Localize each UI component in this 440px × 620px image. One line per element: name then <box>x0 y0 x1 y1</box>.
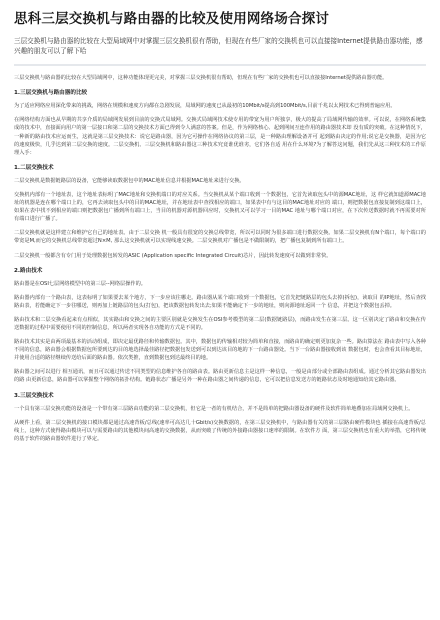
paragraph: 二层交换机是数据链路层的设备，它能够读取数据包中的MAC地址信息并根据MAC地址来进行交换。 <box>14 177 245 184</box>
intro-summary: 三层交换机与路由器的比较在大型局域网中对掌握三层交换机很有帮助，但现在有些厂家的交换机也可以直接接Internet提供路由器功能，感兴趣的朋友可以了解下哈 <box>14 37 423 55</box>
paragraph: 从硬件上看，第二层交换机的接口模块都是通过高速背板/总线(速率可高达几十Gbit/s)交换数据的，在第三层交换机中，与路由器有关的第三层路由硬件模块也 插接在高速背板/总线上，这种方式使得路由模块可以与需要路由的其他模块间高速的交换数据，从而突破了传统的外接路由器接口速率的限制。在软件方 面，第三层交换机也有重大的举措，它将传统的基于软件的路由器软件进行了界定。 <box>14 419 426 442</box>
paragraph: 路由器是在OSI七层网络模型中的第三层--网络层操作的。 <box>14 280 146 287</box>
paragraph: 二层交换机就是这样建立和维护它自己的地址表。由于二层交换 机一般具有很宽的交换总线带宽，所以可以同时为很多端口进行数据交换。如果二层交换机有N个端口，每个端口的带宽是M,而它的交换机总线带宽超过N×M, 那么这交换机就可以实现线速交换。二层交换机对广播包是不做限制的，把广播包复制到所有端口上。 <box>14 230 426 245</box>
paragraph: 路由器内部有一个路由表，这表标明了如果要去某个地方，下一步应该往哪走。路由器从某个端口收到一个数据包，它首先把链路层的包头去掉(拆包)，读取目 的IP地址，然后查找路由表，若能确定下一步往哪送，则再加上链路层的包头(打包)，把该数据包转发出去;如果不能确定下一步的地址，则向源地址返回一个 信息，并把这个数据包丢掉。 <box>14 294 426 309</box>
section-heading: 1.二层交换技术 <box>14 164 54 171</box>
paragraph: 二层交换机一般都含有专门用于处理数据包转发的ASIC (Application specific Integrated Circuit)芯片，因此转发速度可以做到非常快。 <box>14 252 332 259</box>
paragraph: 一个具有第三层交换功能的设备是一个带有第三层路由功能的第二层交换机，但它是一者的有机结合，并不是简单的把路由器设备的硬件及软件简单地叠加在局域网交换机上。 <box>14 405 414 412</box>
paragraph: 路由技术和二层交换看起来有点相似，其实路由和交换之间的主要区别就是交换发生在OSI参考模型的第二层(数据链路层)，而路由发生在第三层。这一区别决定了路由和交换在传送数据的过程中需要使用不同的控制信息，所以两者实现各自功能的方式是不同的。 <box>14 316 426 331</box>
divider <box>14 64 426 66</box>
paragraph: 路由技术其实是由两项最基本的活动组成，即决定最优路径和传输数据包。其中，数据包的传输相对较为简单和直接，而路由的确定则更加复杂一些。路由算法在 路由表中写入各种不同的信息，路由器会根据数据包所要到达的目的地选择最佳路径把数据包发送到可以到达该目的地的下一台路由器处。当下一台路由器接收到该 数据包时，也会查看其目标地址，并使用合适的路径继续传送给后面的路由器。依次类推，直到数据包到达最终目的地。 <box>14 339 426 362</box>
section-heading: 2.路由技术 <box>14 267 43 274</box>
section-heading: 3.三层交换技术 <box>14 392 54 399</box>
paragraph: 三层交换机与路由器的比较在大型局域网中，这种功能体现更完美，对掌握三层交换机很有帮助，但现在有些厂家的交换机也可以直接接Internet提供路由器功能。 <box>14 75 388 82</box>
paragraph: 在网络结构方面也从早期的共享介质的局域网发展到目前的交换式局域网。交换式局域网技术使专用的带宽为用户所独享，极大的提高了局域网传输的效率。可以说，在网络系统集成的技术中，直接面向用户的第一层接口和第二层的交换技术方面已得到令人满意的答案。但是，作为网络核心、起到网间互连作用的路由器技术却 没有质的突破。在这种情况下，一种新的路由技术应运而生，这就是第三层交换技术：说它是路由器，因为它可操作在网络协议的第三层，是一种路由理解设备并可 起到路由决定的作用;说它是交换器，是因为它的速度极快，几乎达到第二层交换的速度。二层交换机、三层交换机和路由器这三种技术究竟谁优谁劣，它们各自适 用在什么环境?为了解答这问题，我们先从这三种技术的工作原理入手： <box>14 117 426 156</box>
page-title: 思科三层交换机与路由器的比较及使用网络场合探讨 <box>14 11 330 27</box>
paragraph: 交换机内部有一个地址表，这个地址表标明了MAC地址和交换机端口的对应关系。当交换机从某个端口收到一个数据包，它首先读取包头中的源MAC地址，这 样它就知道源MAC地址的机器是连在哪个端口上的，它再去读取包头中的目的MAC地址，并在地址表中查找相应的端口，如果表中有与这目的MAC地址对应的 端口，则把数据包直接复制到这端口上，如果在表中找不到相应的端口则把数据包广播到所有端口上，当目的机器对源机器回应时，交换机又可以学习一目的MAC 地址与哪个端口对应，在下次传送数据时就不再需要对所有端口进行广播了。 <box>14 191 426 223</box>
paragraph: 为了适应网络应用深化带来的挑战，网络在规模和速度方向都在急剧发展，局域网的速度已从最初的10Mbit/s提高到100Mbit/s,目前千兆以太网技术已得到普遍应用。 <box>14 103 396 110</box>
section-heading: 1.三层交换机与路由器的比较 <box>14 90 88 97</box>
paragraph: 路由器之间可以进行 相互通讯，而且可以通过传送不同类型的信息维护各自的路由表。路由更新信息主是这样一种信息，一般是由部分或全部路由表组成。通过分析其它路由器发出的路 由更新信息，路由器可以掌握整个网络的拓扑结构。链路状态广播是另外一种在路由器之间传递的信息，它可以把信息发送方的链路状态及时地通知给其它路由器。 <box>14 369 426 384</box>
